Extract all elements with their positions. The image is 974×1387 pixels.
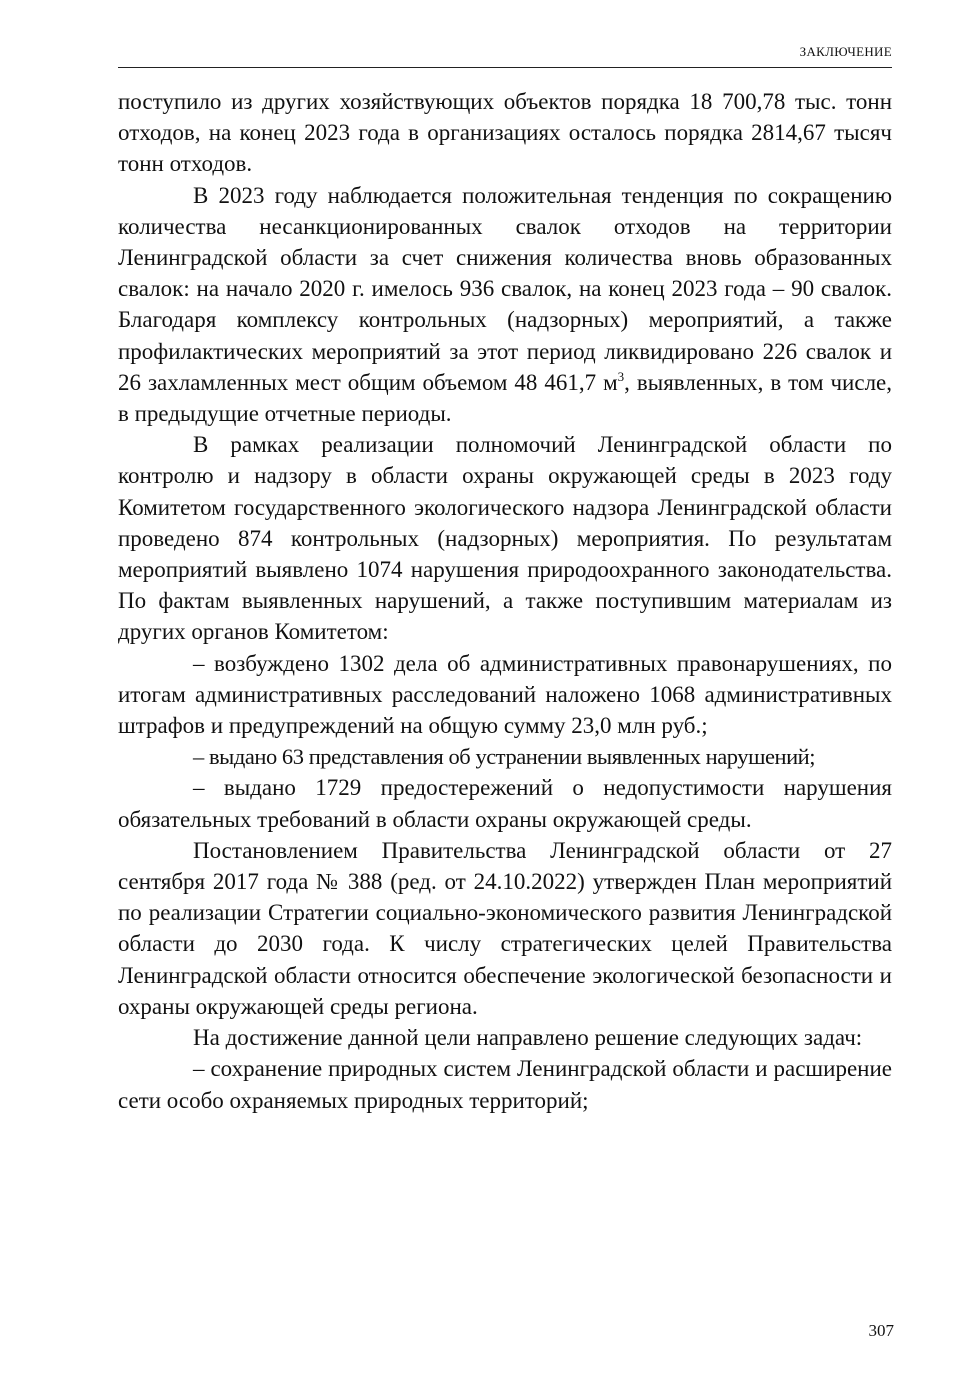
header-divider: [118, 67, 892, 68]
cubic-superscript: 3: [617, 368, 625, 384]
page-body: [118, 86, 892, 1116]
dumps-trend-tail: , выявленных, в том числе, в предыдущие отчетные периоды.: [118, 369, 893, 427]
paragraph-goal-tasks: На достижение данной цели направлено решение следующих задач:: [193, 1025, 863, 1051]
dumps-trend-text: В 2023 году наблюдается положительная тенденция по сокращению количества несанкционированных свалок отходов на территории Ленинградской области за счет снижения количества вновь образованных свалок: на начало 2020 г. имелось 936 свалок, на конец 2023 года – 90 свалок. Благодаря комплексу контрольных (надзорных) мероприятий, а также профилактических мероприятий за этот период ликвидировано 226 свалок и 26 захламленных мест общим объемом 48 461,7 м: [118, 182, 892, 395]
paragraph-supervision: В рамках реализации полномочий Ленинградской области по контролю и надзору в области охраны окружающей среды в 2023 году Комитетом государственного экологического надзора Ленинградской области проведено 874 контрольных (надзорных) мероприятия. По результатам мероприятий выявлено 1074 нарушения природоохранного законодательства. По фактам выявленных нарушений, а также поступившим материалам из других органов Комитетом:: [118, 432, 892, 645]
paragraph-waste-transfer: поступило из других хозяйствующих объектов порядка 18 700,78 тыс. тонн отходов, на конец 2023 года в организациях осталось порядка 2814,67 тысяч тонн отходов.: [118, 89, 892, 177]
running-header: ЗАКЛЮЧЕНИЕ: [799, 44, 892, 59]
list-item-warnings: – выдано 1729 предостережений о недопустимости нарушения обязательных требований в области охраны окружающей среды.: [118, 775, 892, 832]
list-item-protected-areas: – сохранение природных систем Ленинградской области и расширение сети особо охраняемых природных территорий;: [118, 1056, 892, 1113]
page-number: 307: [868, 1321, 894, 1340]
paragraph-strategy-plan: Постановлением Правительства Ленинградской области от 27 сентября 2017 года № 388 (ред. от 24.10.2022) утвержден План мероприятий по реализации Стратегии социально-экономического развития Ленинградской области до 2030 года. К числу стратегических целей Правительства Ленинградской области относится обеспечение экологической безопасности и охраны окружающей среды региона.: [118, 837, 892, 1019]
list-item-cases: – возбуждено 1302 дела об административных правонарушениях, по итогам административных расследований наложено 1068 административных штрафов и предупреждений на общую сумму 23,0 млн руб.;: [118, 650, 892, 739]
list-item-representations: – выдано 63 представления об устранении выявленных нарушений;: [193, 744, 816, 770]
paragraph-dumps-trend: [118, 180, 892, 430]
